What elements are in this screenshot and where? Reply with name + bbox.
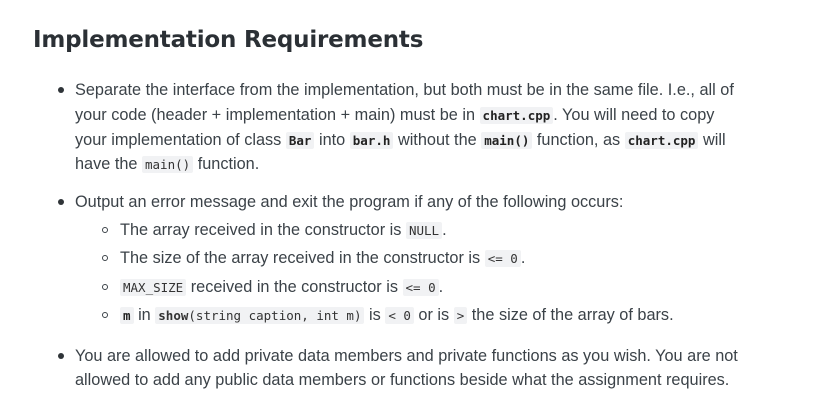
- inline-code: main(): [481, 132, 532, 149]
- sub-bullet-4: [102, 312, 108, 318]
- sub-item-text: The size of the array received in the constructor is: [120, 249, 481, 267]
- inline-code-bold: show: [158, 308, 189, 323]
- bullet-3: [58, 353, 64, 359]
- sub-item-1: [120, 219, 447, 242]
- item1-text: your code (header + implementation + main) must be in: [75, 106, 476, 124]
- sub-item-text: the size of the array of bars.: [471, 306, 674, 324]
- sub-item-text: in: [138, 306, 151, 324]
- sub-item-text: or is: [418, 306, 450, 324]
- item1-text: Separate the interface from the implementation, but both must be in the same file. I.e., all of: [75, 81, 734, 99]
- inline-code: <= 0: [403, 279, 439, 296]
- item2-text: Output an error message and exit the program if any of the following occurs:: [75, 193, 624, 211]
- sub-item-3: [120, 276, 443, 299]
- inline-code: < 0: [385, 307, 414, 324]
- sub-item-text: .: [442, 221, 447, 239]
- inline-code: NULL: [406, 222, 442, 239]
- item1-line1: [75, 79, 734, 101]
- item2-line: [75, 191, 623, 213]
- item1-text: . You will need to copy: [553, 106, 715, 124]
- inline-code: Bar: [286, 132, 315, 149]
- item1-text: your implementation of class: [75, 131, 282, 149]
- sub-bullet-1: [102, 227, 108, 233]
- sub-item-text: is: [369, 306, 381, 324]
- item1-text: function, as: [536, 131, 621, 149]
- inline-code: chart.cpp: [625, 132, 699, 149]
- inline-code-args: (string caption, int m): [188, 308, 362, 323]
- inline-code: >: [454, 307, 468, 324]
- sub-bullet-3: [102, 284, 108, 290]
- sub-item-text: .: [520, 249, 526, 267]
- inline-code: bar.h: [350, 132, 394, 149]
- item3-text: You are allowed to add private data members and private functions as you wish. You are not: [75, 347, 738, 365]
- bullet-2: [58, 199, 64, 205]
- item1-line3: [75, 129, 726, 152]
- item3-line1: [75, 345, 738, 367]
- item1-line4: [75, 153, 259, 176]
- item1-text: will: [702, 131, 726, 149]
- section-heading: Implementation Requirements: [33, 27, 424, 53]
- sub-item-4: [120, 304, 674, 327]
- sub-item-text: received in the constructor is: [190, 278, 398, 296]
- inline-code: MAX_SIZE: [120, 279, 186, 296]
- item3-line2: [75, 369, 729, 391]
- item1-line2: [75, 104, 714, 127]
- sub-item-text: .: [438, 278, 444, 296]
- inline-code: main(): [142, 156, 193, 173]
- bullet-1: [58, 87, 64, 93]
- inline-code: chart.cpp: [480, 107, 554, 124]
- item1-text: have the: [75, 155, 138, 173]
- sub-item-2: [120, 247, 525, 270]
- sub-item-text: The array received in the constructor is: [120, 221, 402, 239]
- item1-text: without the: [397, 131, 477, 149]
- sub-bullet-2: [102, 255, 108, 261]
- item1-text: into: [318, 131, 346, 149]
- inline-code: <= 0: [485, 250, 521, 267]
- inline-code: m: [120, 307, 134, 324]
- inline-code: [155, 307, 364, 324]
- item1-text: function.: [197, 155, 260, 173]
- item3-text: allowed to add any public data members or functions beside what the assignment requires.: [75, 371, 730, 389]
